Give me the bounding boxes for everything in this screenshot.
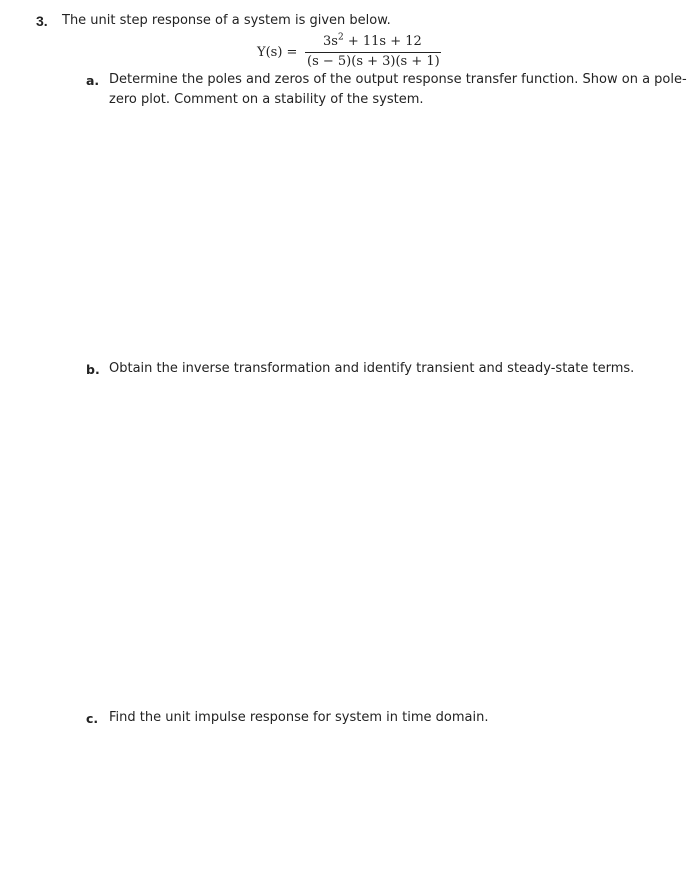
part-b-line-1: Obtain the inverse transformation and identify transient and steady-state terms. (109, 361, 635, 376)
equation-denominator: (s − 5)(s + 3)(s + 1) (307, 54, 440, 69)
part-a-line-1: Determine the poles and zeros of the output response transfer function. Show on a pole- (109, 72, 687, 87)
part-b-label: b. (86, 362, 100, 377)
part-a-line-2: zero plot. Comment on a stability of the system. (109, 92, 424, 107)
equation-lhs: Y(s) = (257, 45, 298, 60)
part-c-text (109, 708, 654, 728)
question-stem: The unit step response of a system is given below. (62, 13, 391, 28)
part-a-text (109, 70, 687, 110)
part-c-label: c. (86, 711, 99, 726)
transfer-function-equation (257, 33, 457, 73)
part-b-text (109, 359, 654, 379)
part-c-line-1: Find the unit impulse response for system in time domain. (109, 710, 489, 725)
fraction-bar (305, 52, 441, 53)
equation-numerator: $3s^2 + 11s + 12$ (323, 32, 422, 49)
question-number: 3. (36, 13, 48, 29)
part-a-label: a. (86, 73, 100, 88)
